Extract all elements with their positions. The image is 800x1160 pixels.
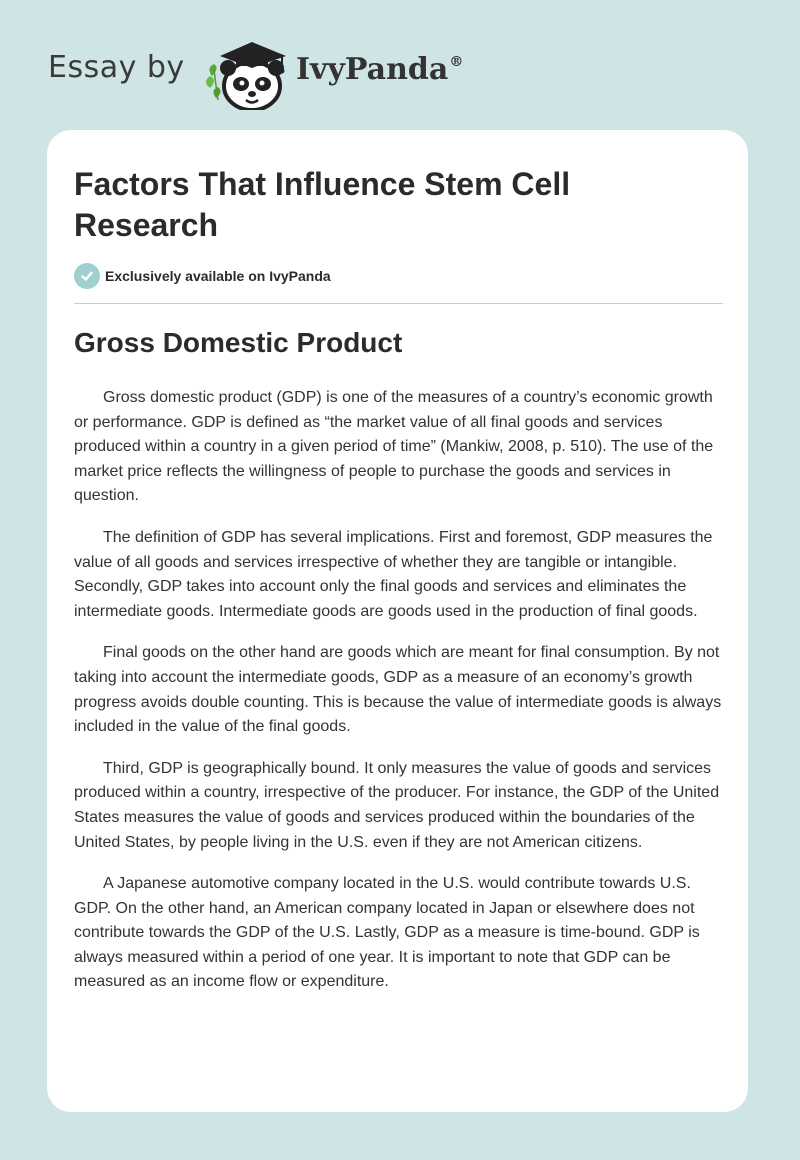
exclusive-badge [74,263,331,289]
brand-name[interactable] [296,52,463,87]
registered-mark: ® [449,54,464,70]
exclusive-label: Exclusively available on IvyPanda [105,268,331,284]
section-heading: Gross Domestic Product [74,327,403,358]
divider [74,303,723,304]
paragraph: A Japanese automotive company located in the U.S. would contribute towards U.S. GDP. On the other hand, an American company located in Japan or elsewhere does not contribute towards the GDP of the U.S. Lastly, GDP as a measure is time-bound. GDP is always measured within a period of one year. It is important to note that GDP can be measured as an income flow or expenditure. [74,875,700,991]
paragraph: Gross domestic product (GDP) is one of the measures of a country’s economic growth or performance. GDP is defined as “the market value of all final goods and services produced within a country in a given period of time” (Mankiw, 2008, p. 510). The use of the market price reflects the willingness of people to purchase the goods and services in question. [74,389,714,505]
paragraph: Final goods on the other hand are goods which are meant for final consumption. By not taking into account the intermediate goods, GDP as a measure of an economy’s growth progress avoids double counting. This is because the value of intermediate goods is always included in the value of the final goods. [74,644,722,736]
panda-graduation-cap-icon[interactable] [202,36,292,110]
brand-text: IvyPanda [296,52,449,87]
checkmark-icon [74,263,100,289]
article-body [74,386,726,1012]
article-card [47,130,748,1112]
page-title: Factors That Influence Stem Cell Research [74,166,571,243]
essay-by-label: Essay by [48,50,185,85]
paragraph: Third, GDP is geographically bound. It only measures the value of goods and services produced within a country, irrespective of the producer. For instance, the GDP of the United States measures the value of goods and services produced within the boundaries of the United States, by people living in the U.S. even if they are not American citizens. [74,759,720,851]
site-header [0,0,800,130]
ivy-leaf-icon [206,64,221,100]
paragraph: The definition of GDP has several implications. First and foremost, GDP measures the value of all goods and services irrespective of whether they are tangible or intangible. Secondly, GDP takes into account only the final goods and services and eliminates the intermediate goods. Intermediate goods are goods used in the production of final goods. [74,528,713,620]
